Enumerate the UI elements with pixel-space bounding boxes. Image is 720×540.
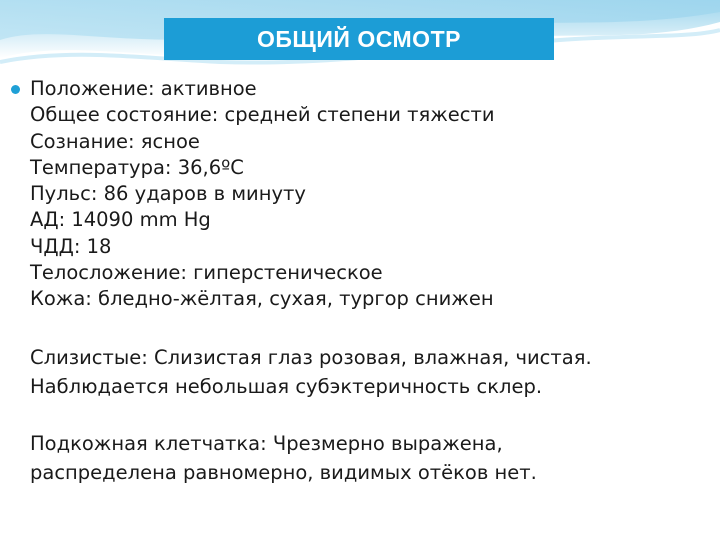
consciousness-line: Сознание: ясное (30, 129, 200, 153)
mucosa-line-1: Слизистые: Слизистая глаз розовая, влажная, чистая. (30, 345, 592, 369)
skin-line: Кожа: бледно-жёлтая, сухая, тургор снижен (30, 287, 494, 311)
general-condition-line: Общее состояние: средней степени тяжести (30, 103, 495, 127)
bullet-icon (11, 85, 20, 94)
subcutaneous-paragraph (30, 429, 700, 487)
subcutaneous-line-2: распределена равномерно, видимых отёков нет. (30, 460, 537, 484)
mucosa-line-2: Наблюдается небольшая субэктеричность склер. (30, 374, 543, 398)
blood-pressure-line: АД: 14090 mm Hg (30, 208, 211, 232)
respiratory-rate-line: ЧДД: 18 (30, 234, 112, 258)
slide-content (30, 76, 700, 487)
pulse-line: Пульс: 86 ударов в минуту (30, 182, 306, 206)
subcutaneous-line-1: Подкожная клетчатка: Чрезмерно выражена, (30, 431, 503, 455)
body-build-line: Телосложение: гиперстеническое (30, 261, 383, 285)
vitals-list (30, 76, 700, 313)
temperature-line: Температура: 36,6ºС (30, 155, 244, 179)
mucosa-paragraph (30, 343, 700, 401)
position-line: Положение: активное (30, 77, 257, 100)
slide-title: ОБЩИЙ ОСМОТР (164, 18, 554, 60)
